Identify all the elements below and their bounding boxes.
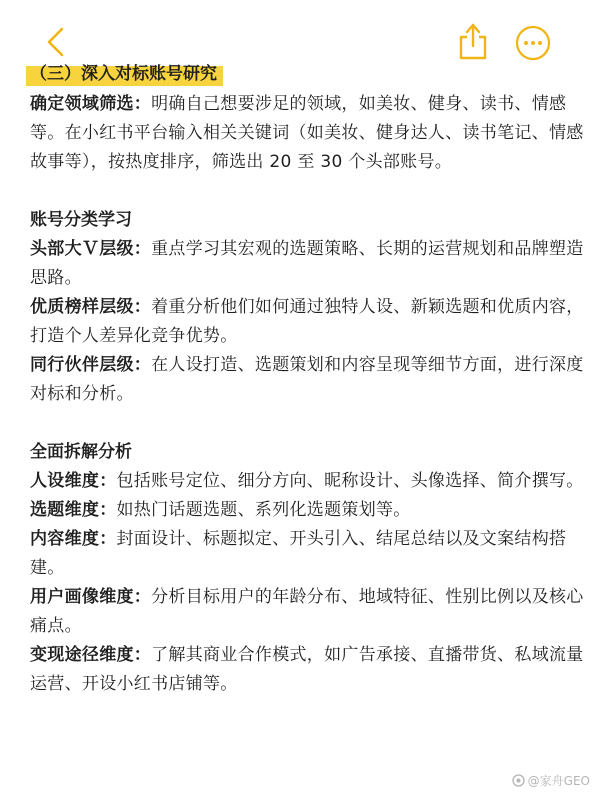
item-label: 同行伙伴层级：	[30, 355, 152, 375]
item-label: 内容维度：	[30, 529, 117, 549]
list-item	[30, 583, 585, 641]
item-text: 在人设打造、选题策划和内容呈现等细节方面，进行深度对标和分析。	[30, 355, 584, 404]
more-icon	[514, 24, 552, 62]
item-label: 变现途径维度：	[30, 645, 152, 665]
more-button[interactable]	[514, 24, 552, 62]
item-label: 人设维度：	[30, 471, 117, 491]
section-title-account-classification: 账号分类学习	[30, 210, 132, 230]
intro-text: 明确自己想要涉足的领域，如美妆、健身、读书、情感等。在小红书平台输入相关关键词（如美妆、健身达人、读书笔记、情感故事等），按热度排序，筛选出 20 至 30 个头部账号。	[30, 94, 584, 172]
section-title-full-analysis: 全面拆解分析	[30, 442, 132, 462]
article-body	[30, 60, 585, 699]
item-text: 包括账号定位、细分方向、昵称设计、头像选择、简介撰写。	[116, 471, 584, 491]
share-icon	[456, 22, 490, 62]
back-button[interactable]	[38, 24, 74, 60]
list-item	[30, 235, 585, 293]
article-heading: （三）深入对标账号研究	[26, 60, 223, 88]
share-button[interactable]	[456, 22, 490, 62]
intro-label: 确定领域筛选：	[30, 94, 152, 114]
intro-paragraph	[30, 90, 585, 177]
item-label: 选题维度：	[30, 500, 117, 520]
item-text: 分析目标用户的年龄分布、地域特征、性别比例以及核心痛点。	[30, 587, 584, 636]
spacer	[30, 177, 585, 206]
list-item	[30, 641, 585, 699]
chevron-left-icon	[38, 24, 74, 60]
item-text: 重点学习其宏观的选题策略、长期的运营规划和品牌塑造思路。	[30, 239, 584, 288]
item-text: 着重分析他们如何通过独特人设、新颖选题和优质内容，打造个人差异化竞争优势。	[30, 297, 584, 346]
item-text: 如热门话题选题、系列化选题策划等。	[116, 500, 411, 520]
spacer	[30, 409, 585, 438]
list-item	[30, 525, 585, 583]
item-text: 封面设计、标题拟定、开头引入、结尾总结以及文案结构搭建。	[30, 529, 567, 578]
watermark-text: @家舟GEO	[527, 774, 590, 788]
item-label: 头部大Ｖ层级：	[30, 239, 152, 259]
top-toolbar	[0, 0, 600, 66]
item-label: 用户画像维度：	[30, 587, 152, 607]
list-item	[30, 293, 585, 351]
watermark-logo-icon	[512, 774, 525, 787]
item-label: 优质榜样层级：	[30, 297, 152, 317]
list-item	[30, 496, 585, 525]
watermark	[512, 772, 590, 789]
list-item	[30, 351, 585, 409]
item-text: 了解其商业合作模式，如广告承接、直播带货、私域流量运营、开设小红书店铺等。	[30, 645, 584, 694]
list-item	[30, 467, 585, 496]
